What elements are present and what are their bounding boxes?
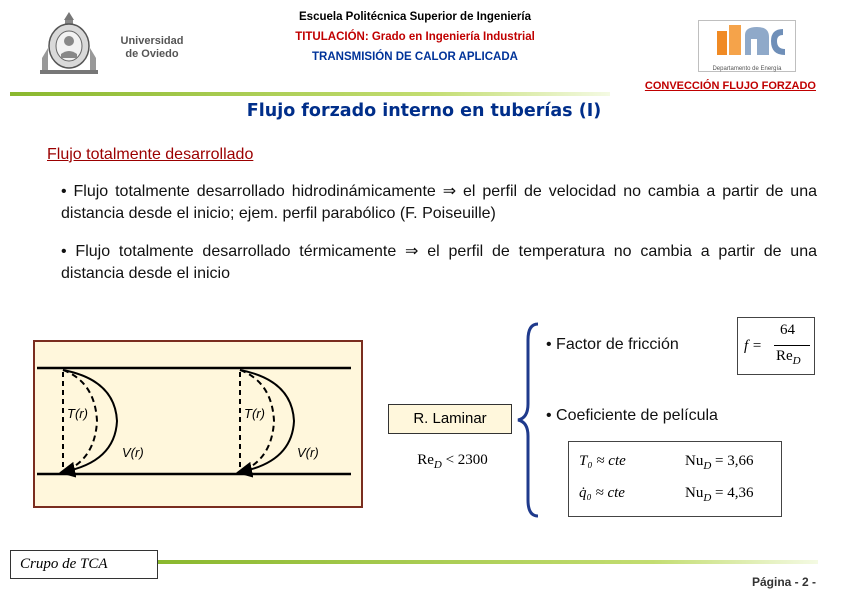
pipe-profile-diagram	[33, 340, 363, 508]
friction-denominator-symbol: Re	[776, 348, 793, 364]
reynolds-limit: < 2300	[445, 452, 488, 468]
temperature-profile-2	[240, 370, 274, 472]
header-divider	[10, 92, 610, 96]
friction-denominator-subscript: D	[792, 355, 801, 367]
friction-factor-label: • Factor de fricción	[546, 336, 679, 353]
department-logo-text: Departamento de Energía	[712, 66, 782, 72]
friction-lhs: f =	[744, 338, 763, 354]
pipe-profile-svg	[35, 342, 361, 506]
degree-name: TITULACIÓN: Grado en Ingeniería Industrial	[295, 31, 535, 43]
fraction-bar	[774, 345, 810, 346]
friction-numerator: 64	[780, 322, 795, 338]
school-name: Escuela Politécnica Superior de Ingeniería	[299, 11, 531, 23]
course-name: TRANSMISIÓN DE CALOR APLICADA	[312, 51, 518, 63]
friction-factor-formula	[737, 317, 815, 375]
page-number: Página - 2 -	[751, 575, 816, 589]
university-name-line1: Universidad	[120, 35, 184, 47]
university-name-line2: de Oviedo	[125, 48, 179, 60]
nusselt-value-4-36	[685, 485, 754, 504]
footer-divider	[158, 560, 818, 564]
bullet-hydrodynamic: • Flujo totalmente desarrollado hidrodinámicamente ⇒ el perfil de velocidad no cambia a partir de una distancia desde el inicio; ejem. perfil parabólico (F. Poiseuille)	[61, 183, 817, 222]
friction-denominator	[776, 348, 801, 367]
temperature-profile-1	[63, 370, 97, 472]
reynolds-subscript: D	[433, 459, 442, 471]
university-name	[112, 35, 192, 61]
slide-title: Flujo forzado interno en tuberías (I)	[246, 101, 602, 121]
nusselt-symbol: Nu	[685, 453, 704, 469]
temp-label-1: T(r)	[67, 406, 88, 421]
nusselt-row-constant-temperature	[579, 453, 775, 475]
department-logo-mark	[699, 21, 795, 61]
nusselt-number: = 3,66	[715, 453, 754, 469]
velocity-profile-2	[240, 370, 294, 472]
nusselt-value-3-66	[685, 453, 754, 472]
vel-label-2: V(r)	[297, 445, 319, 460]
condition-constant-temperature: T₀ ≈ cte	[579, 453, 626, 469]
nusselt-values-box	[568, 441, 782, 517]
nusselt-subscript: D	[703, 492, 712, 504]
section-subtitle: Flujo totalmente desarrollado	[47, 146, 254, 163]
nusselt-subscript: D	[703, 460, 712, 472]
bullet-thermal: • Flujo totalmente desarrollado térmicamente ⇒ el perfil de temperatura no cambia a partir de una distancia desde el inicio	[61, 243, 817, 282]
reynolds-symbol: Re	[417, 452, 434, 468]
nusselt-row-constant-heat-flux	[579, 485, 775, 507]
reynolds-condition	[395, 452, 510, 471]
university-crest-logo	[34, 8, 104, 78]
footer-group-label: Crupo de TCA	[10, 550, 158, 579]
vel-label-1: V(r)	[122, 445, 144, 460]
curly-brace	[514, 320, 544, 520]
course-header	[215, 7, 615, 67]
nusselt-number: = 4,36	[715, 485, 754, 501]
condition-constant-heat-flux: q̇₀ ≈ cte	[579, 485, 625, 501]
temp-label-2: T(r)	[244, 406, 265, 421]
nusselt-symbol: Nu	[685, 485, 704, 501]
velocity-profile-1	[63, 370, 117, 472]
film-coefficient-label: • Coeficiente de película	[546, 407, 718, 424]
laminar-regime-box: R. Laminar	[388, 404, 512, 434]
department-logo	[698, 20, 796, 72]
section-label: CONVECCIÓN FLUJO FORZADO	[644, 80, 816, 92]
